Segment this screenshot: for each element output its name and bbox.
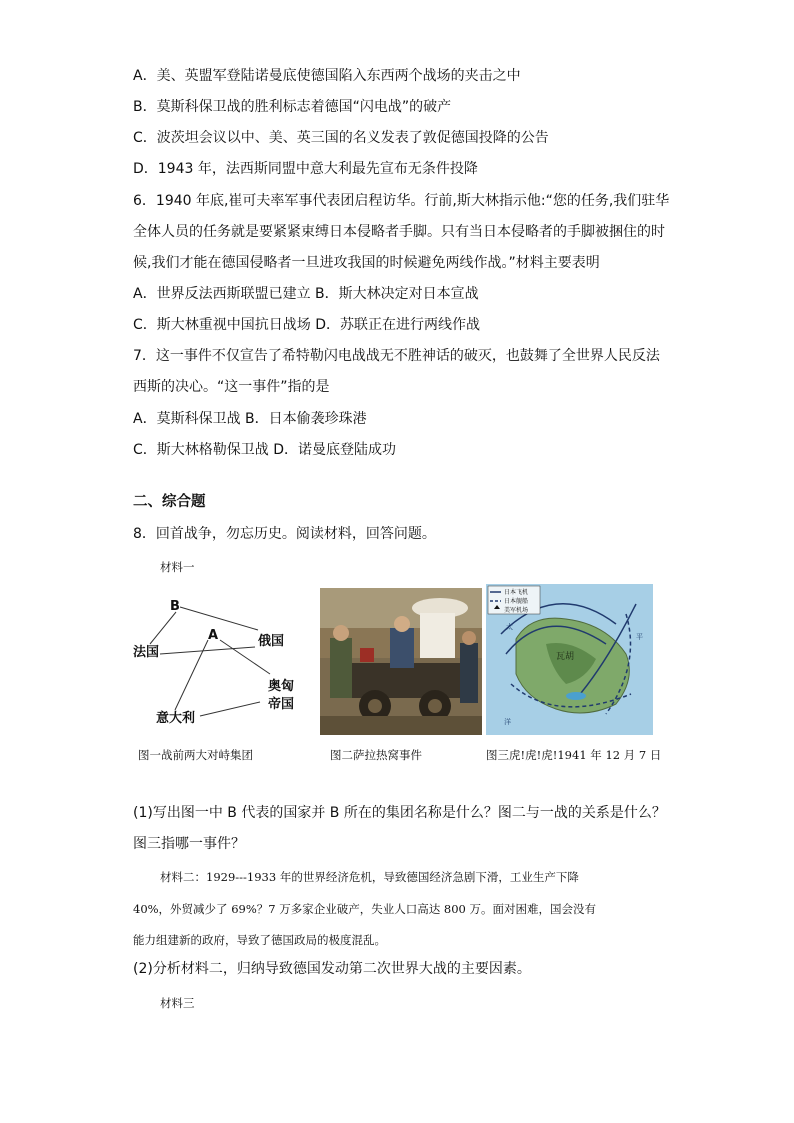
question-6-stem-3: 候,我们才能在德国侵略者一旦进攻我国的时候避免两线作战。”材料主要表明 <box>133 255 600 271</box>
line-b-russia <box>180 607 258 630</box>
line-italy-austria <box>200 702 260 716</box>
material-2-line-3: 能力组建新的政府，导致了德国政局的极度混乱。 <box>133 933 386 947</box>
legend-item-2: 日本舰船 <box>504 598 529 605</box>
label-a: A <box>208 628 219 643</box>
alliance-diagram <box>130 592 305 732</box>
option-c-q5: C．波茨坦会议以中、美、英三国的名义发表了敦促德国投降的公告 <box>133 130 549 146</box>
label-austria-line1: 奥匈 <box>268 679 295 694</box>
question-7-stem-1: 7．这一事件不仅宣告了希特勒闪电战战无不胜神话的破灭，也鼓舞了全世界人民反法 <box>133 348 660 364</box>
section-heading: 二、综合题 <box>133 494 206 510</box>
ocean-label-3: 洋 <box>504 718 511 726</box>
question-6-stem-2: 全体人员的任务就是要紧紧束缚日本侵略者手脚。只有当日本侵略者的手脚被捆住的时 <box>133 224 665 240</box>
figure-3-caption: 图三虎!虎!虎!1941 年 12 月 7 日 <box>486 748 662 762</box>
question-7-stem-2: 西斯的决心。“这一事件”指的是 <box>133 379 330 395</box>
legend-item-1: 日本飞机 <box>504 589 529 596</box>
question-8-part-2: (2)分析材料二，归纳导致德国发动第二次世界大战的主要因素。 <box>133 961 531 977</box>
material-2-line-2: 40%，外贸减少了 69%？7 万多家企业破产，失业人口高达 800 万。面对困难，国会没有 <box>133 902 597 916</box>
line-b-france <box>150 612 176 644</box>
ocean-label-2: 平 <box>636 633 643 641</box>
figure-1-caption: 图一战前两大对峙集团 <box>138 748 253 762</box>
question-6-options-cd: C．斯大林重视中国抗日战场 D．苏联正在进行两线作战 <box>133 317 481 333</box>
island-label: 瓦胡 <box>556 652 575 662</box>
question-6-options-ab: A．世界反法西斯联盟已建立 B．斯大林决定对日本宣战 <box>133 286 479 302</box>
question-7-options-ab: A．莫斯科保卫战 B．日本偷袭珍珠港 <box>133 411 367 427</box>
label-france: 法国 <box>133 645 160 660</box>
label-austria-line2: 帝国 <box>268 697 295 712</box>
line-a-italy <box>175 640 208 710</box>
label-italy: 意大利 <box>156 711 196 726</box>
sarajevo-incident-image <box>320 588 482 735</box>
legend-item-3: 美军机场 <box>504 607 529 614</box>
option-a-q5: A．美、英盟军登陆诺曼底使德国陷入东西两个战场的夹击之中 <box>133 68 521 84</box>
question-6-stem-1: 6．1940 年底,崔可夫率军事代表团启程访华。行前,斯大林指示他:“您的任务,我们驻华 <box>133 193 670 209</box>
question-8-part-1-line-2: 图三指哪一事件？ <box>133 836 245 852</box>
pearl-harbor-map <box>486 584 653 735</box>
question-7-options-cd: C．斯大林格勒保卫战 D．诺曼底登陆成功 <box>133 442 397 458</box>
option-b-q5: B．莫斯科保卫战的胜利标志着德国“闪电战”的破产 <box>133 99 452 115</box>
material-3-label: 材料三 <box>160 996 195 1010</box>
question-8-part-1-line-1: (1)写出图一中 B 代表的国家并 B 所在的集团名称是什么？图二与一战的关系是什么？ <box>133 805 666 821</box>
material-2-line-1: 材料二：1929---1933 年的世界经济危机，导致德国经济急剧下滑，工业生产下降 <box>160 870 579 884</box>
label-b: B <box>170 599 180 614</box>
ocean-label-1: 太 <box>506 623 513 631</box>
question-8-stem: 8．回首战争，勿忘历史。阅读材料，回答问题。 <box>133 526 436 542</box>
label-russia: 俄国 <box>258 634 285 649</box>
material-1-label: 材料一 <box>160 560 195 574</box>
figure-2-caption: 图二萨拉热窝事件 <box>330 748 422 762</box>
option-d-q5: D．1943 年，法西斯同盟中意大利最先宣布无条件投降 <box>133 161 478 177</box>
line-france-russia <box>160 647 255 654</box>
